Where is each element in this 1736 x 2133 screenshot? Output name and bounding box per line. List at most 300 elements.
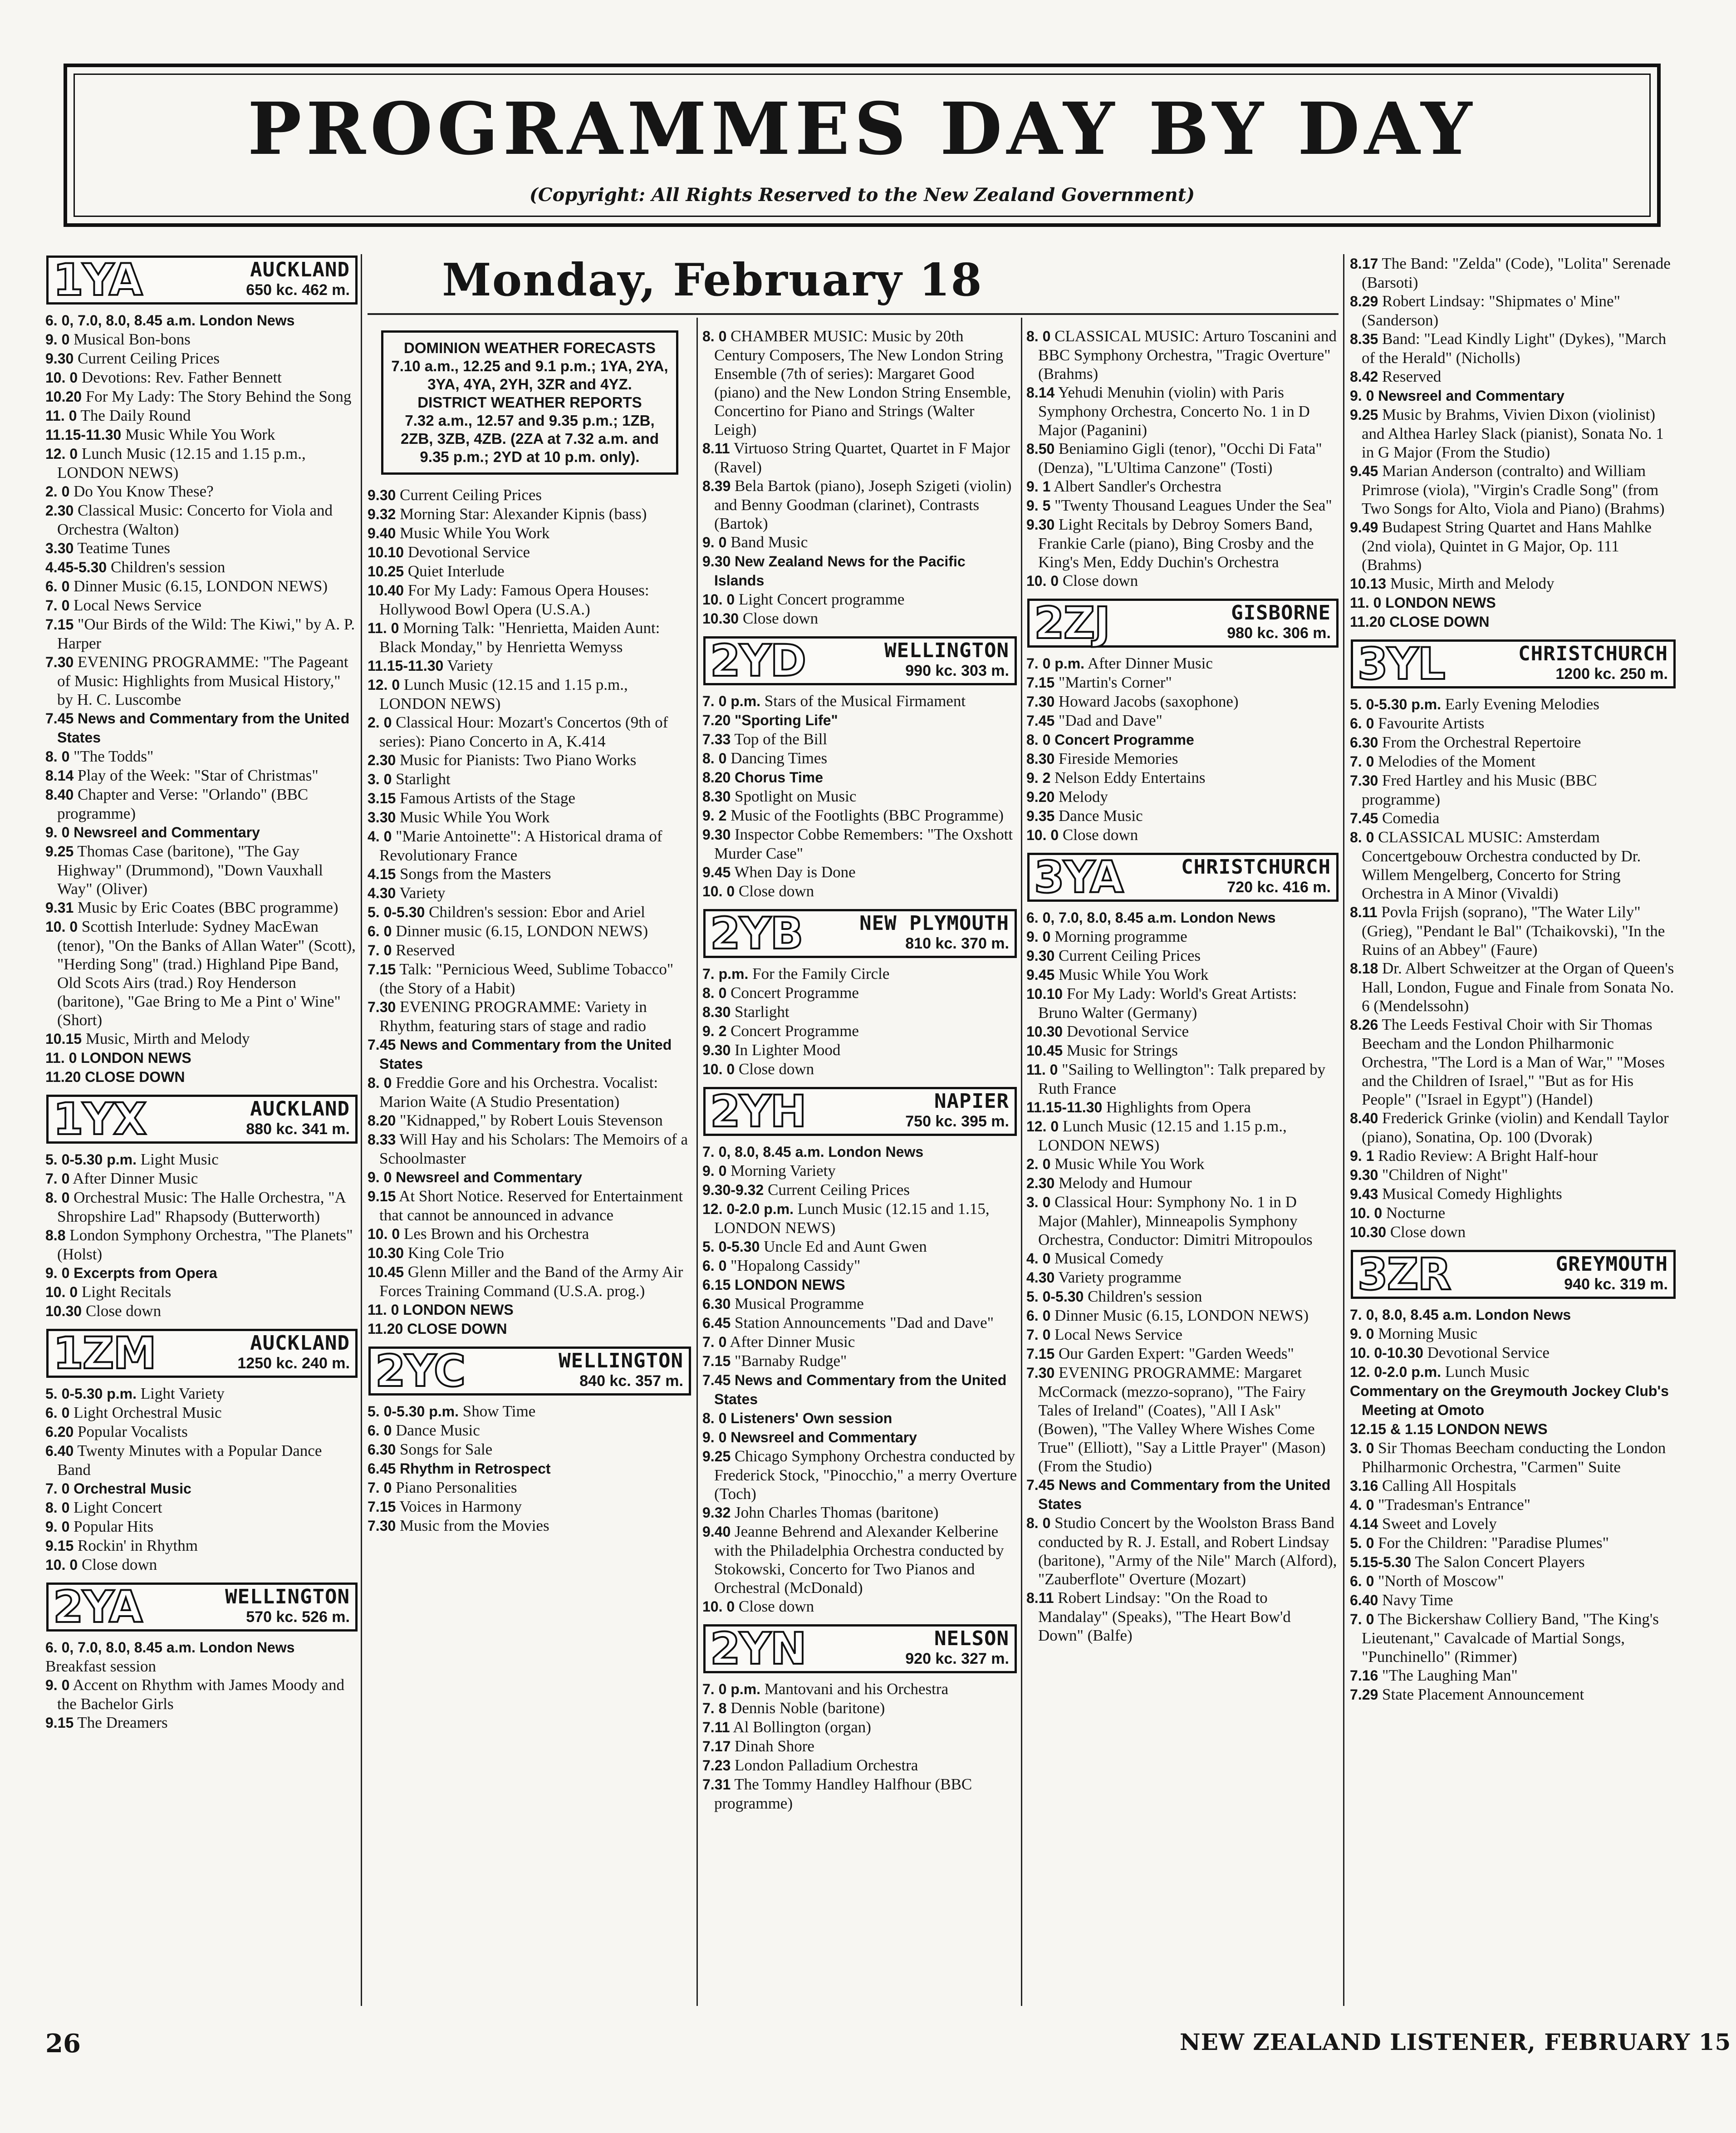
programme-time: 10. 0: [1350, 1205, 1383, 1221]
programme-title: Sweet and Lovely: [1382, 1515, 1497, 1533]
programme-entry: [45, 577, 358, 596]
programme-entry: [1026, 1060, 1339, 1098]
programme-entry: [1026, 1268, 1339, 1287]
station-call-sign: 1YX: [53, 1093, 146, 1145]
title-banner: [64, 64, 1661, 227]
column-rule: [1343, 254, 1344, 2006]
programme-entry: [1026, 1022, 1339, 1041]
programme-time: 5. 0-5.30 p.m.: [45, 1151, 137, 1168]
station-call-sign: 1YA: [53, 254, 142, 305]
programme-time: 8.18: [1350, 960, 1378, 977]
programme-entry: [1350, 1439, 1677, 1476]
column-2: [368, 327, 692, 2015]
station-frequency: 750 kc. 395 m.: [905, 1113, 1009, 1130]
programme-title: For the Children: "Paradise Plumes": [1378, 1534, 1609, 1552]
programme-entry: [1026, 806, 1339, 826]
programme-title: EVENING PROGRAMME: "The Pageant of Music: Highlights from Musical History," by H. C. Luscombe: [57, 653, 348, 708]
programme-entry: [1350, 1223, 1677, 1242]
programme-time: 8.42: [1350, 369, 1378, 385]
station-call-sign: 3YL: [1358, 638, 1445, 689]
programme-entry: [45, 1657, 358, 1676]
programme-entry: [1026, 383, 1339, 439]
programme-title: Lunch Music (12.15 and 1.15 p.m., LONDON NEWS): [57, 445, 306, 482]
programme-time: 11. 0: [1350, 595, 1382, 611]
station-call-sign: 3ZR: [1358, 1248, 1451, 1300]
programme-entry: [368, 486, 692, 505]
programme-time: 11.15-11.30: [1026, 1099, 1103, 1116]
programme-time: 10. 0: [702, 591, 735, 608]
programme-title: Scottish Interlude: Sydney MacEwan (tenor), "On the Banks of Allan Water" (Scott), "Herding Song" (trad.) Highland Pipe Band, Old Scots Airs (trad.) Roy Henderson (baritone), "Gae Bring to Me a Pint o' Wine" (Short): [57, 918, 356, 1029]
programme-title: Early Evening Melodies: [1445, 695, 1599, 713]
station-header-2yh: [703, 1087, 1017, 1136]
programme-entry: [1350, 1533, 1677, 1553]
station-city: AUCKLAND: [250, 1332, 350, 1355]
programme-list-2ya-cont: [368, 486, 692, 1338]
programme-time: 8.30: [1026, 751, 1055, 767]
heading-rule: [368, 313, 1339, 315]
programme-entry: [368, 1478, 692, 1497]
programme-time: 10. 0: [45, 919, 78, 935]
station-call-sign: 2YC: [375, 1345, 465, 1396]
programme-time: 8.30: [702, 1004, 731, 1020]
programme-time: 8.29: [1350, 293, 1378, 310]
programme-time: 8. 0: [45, 1499, 70, 1516]
programme-time: 8. 0: [1026, 732, 1051, 748]
station-city: CHRISTCHURCH: [1181, 855, 1331, 879]
programme-entry: [1026, 1117, 1339, 1155]
programme-time: 9. 0: [702, 1429, 727, 1445]
programme-time: 2. 0: [45, 483, 70, 500]
programme-entry: [1350, 733, 1677, 752]
programme-title: The Daily Round: [80, 407, 191, 424]
programme-entry: [1350, 329, 1677, 367]
station-frequency: 720 kc. 416 m.: [1227, 879, 1331, 896]
programme-time: 5.15-5.30: [1350, 1554, 1412, 1570]
programme-entry: [368, 581, 692, 619]
programme-entry: [1350, 809, 1677, 828]
programme-title: London News: [828, 1144, 924, 1160]
programme-time: 2. 0: [1026, 1156, 1051, 1172]
programme-time: 8.11: [1026, 1590, 1054, 1606]
programme-entry: [1026, 1249, 1339, 1268]
programme-title: News and Commentary from the United States: [714, 1372, 1007, 1407]
programme-time: 9.45: [1026, 967, 1055, 983]
programme-time: 10. 0: [702, 1598, 735, 1615]
programme-title: Station Announcements "Dad and Dave": [735, 1314, 994, 1332]
programme-time: 7.30: [1026, 693, 1055, 710]
programme-title: Close down: [738, 882, 814, 900]
programme-title: Rockin' in Rhythm: [78, 1537, 198, 1554]
programme-title: CLASSICAL MUSIC: Arturo Toscanini and BBC Symphony Orchestra, "Tragic Overture" (Brahms): [1038, 327, 1337, 383]
programme-entry: [1350, 959, 1677, 1015]
programme-title: Children's session: [110, 558, 226, 576]
programme-entry: [1026, 1287, 1339, 1306]
programme-title: Dennis Noble (baritone): [731, 1699, 885, 1717]
programme-title: Reserved: [396, 941, 455, 959]
programme-entry: [1026, 439, 1339, 477]
programme-title: Classical Hour: Symphony No. 1 in D Major (Mahler), Minneapolis Symphony Orchestra, Conductor: Dimitri Mitropoulos: [1038, 1193, 1313, 1248]
programme-time: 8.8: [45, 1227, 66, 1243]
programme-entry: [368, 960, 692, 998]
programme-entry: [1350, 612, 1677, 631]
programme-title: Excerpts from Opera: [74, 1265, 217, 1281]
programme-title: The Leeds Festival Choir with Sir Thomas Beecham and the London Philharmonic Orchestra, "The Lord is a Man of War," "Moses and the Children of Israel," "But as for His People" ("Israel in Egypt") (Handel): [1362, 1016, 1665, 1108]
programme-title: "North of Moscow": [1378, 1572, 1504, 1590]
programme-time: 9. 0: [45, 824, 70, 840]
programme-title: Popular Hits: [74, 1518, 154, 1535]
station-header-2yb: [703, 909, 1017, 958]
programme-title: After Dinner Music: [73, 1170, 198, 1187]
programme-entry: [45, 1403, 358, 1422]
programme-title: Music by Brahms, Vivien Dixon (violinist) and Althea Harley Slack (pianist), Sonata No. 1 in G Major (From the Studio): [1362, 406, 1664, 461]
programme-entry: [702, 749, 1018, 768]
programme-entry: [702, 1180, 1018, 1199]
programme-time: 9. 2: [702, 807, 727, 824]
programme-entry: [368, 922, 692, 941]
programme-time: 7.23: [702, 1757, 731, 1774]
programme-time: 9.40: [368, 525, 396, 541]
programme-time: 9.32: [702, 1504, 731, 1521]
programme-time: 7. 0 p.m.: [702, 693, 761, 709]
programme-entry: [1026, 496, 1339, 515]
programme-title: After Dinner Music: [1087, 654, 1213, 672]
programme-title: Show Time: [462, 1402, 536, 1420]
programme-time: 10. 0: [1026, 827, 1059, 843]
programme-title: Inspector Cobbe Remembers: "The Oxshott Murder Case": [714, 826, 1013, 862]
programme-time: 10.15: [45, 1031, 82, 1047]
station-call-sign: 2YD: [710, 635, 805, 686]
programme-title: Will Hay and his Scholars: The Memoirs of a Schoolmaster: [379, 1130, 688, 1167]
programme-time: 10. 0: [1026, 573, 1059, 589]
programme-time: 11.20: [1350, 614, 1386, 630]
programme-title: Concert Programme: [731, 1022, 859, 1040]
programme-time: 7. 0: [368, 1479, 392, 1496]
programme-entry: [1026, 984, 1339, 1022]
programme-time: 7.15: [1026, 674, 1055, 691]
programme-title: Yehudi Menuhin (violin) with Paris Symphony Orchestra, Concerto No. 1 in D Major (Paganini): [1038, 383, 1310, 439]
station-frequency: 810 kc. 370 m.: [905, 935, 1009, 952]
copyright-notice: (Copyright: All Rights Reserved to the New Zealand Government): [529, 184, 1195, 206]
programme-entry: [1350, 1685, 1677, 1704]
programme-entry: [1026, 927, 1339, 946]
programme-title: Children's session: Ebor and Ariel: [429, 903, 645, 921]
programme-title: Close down: [742, 609, 819, 627]
programme-entry: [1026, 965, 1339, 984]
programme-entry: [45, 823, 358, 842]
programme-time: 10. 0: [45, 1557, 78, 1573]
programme-entry: [702, 1003, 1018, 1022]
programme-entry: [1350, 1476, 1677, 1495]
programme-entry: [702, 1022, 1018, 1041]
programme-time: 9. 0: [45, 1265, 70, 1281]
programme-list-2yd: [702, 692, 1018, 901]
programme-time: 10.30: [1350, 1224, 1387, 1240]
programme-entry: [702, 533, 1018, 552]
programme-time: 7.20: [702, 712, 731, 728]
programme-title: Calling All Hospitals: [1382, 1477, 1516, 1494]
programme-entry: [702, 609, 1018, 628]
programme-time: 6. 0: [1350, 1573, 1374, 1589]
programme-title: For My Lady: World's Great Artists: Bruno Walter (Germany): [1038, 985, 1297, 1022]
programme-title: Variety: [399, 884, 446, 902]
station-header-2yn: [703, 1624, 1017, 1673]
programme-title: Rhythm in Retrospect: [400, 1460, 551, 1477]
programme-entry: [1026, 1514, 1339, 1588]
programme-time: 7.15: [368, 1499, 396, 1515]
programme-entry: [702, 863, 1018, 882]
programme-entry: [368, 808, 692, 827]
programme-entry: [702, 711, 1018, 730]
programme-time: 4. 0: [1350, 1497, 1374, 1513]
programme-time: 6.40: [45, 1443, 74, 1459]
programme-entry: [1350, 574, 1677, 593]
station-call-sign: 3YA: [1034, 851, 1123, 903]
programme-entry: [702, 1256, 1018, 1275]
programme-title: Current Ceiling Prices: [78, 349, 220, 367]
programme-entry: [45, 311, 358, 330]
weather-text-forecasts: 7.10 a.m., 12.25 and 9.1 p.m.; 1YA, 2YA, 3YA, 4YA, 2YH, 3ZR and 4YZ.: [391, 358, 668, 393]
programme-title: Nocturne: [1386, 1204, 1446, 1222]
programme-time: 9.30: [45, 350, 74, 367]
page-title: PROGRAMMES DAY BY DAY: [247, 87, 1477, 171]
programme-entry: [1350, 828, 1677, 903]
programme-title: LONDON NEWS: [1437, 1421, 1548, 1437]
programme-entry: [45, 444, 358, 482]
programme-time: 8. 0: [702, 1410, 727, 1426]
programme-entry: [45, 1029, 358, 1048]
programme-title: LONDON NEWS: [81, 1050, 191, 1066]
programme-entry: [702, 1199, 1018, 1237]
programme-entry: [45, 1226, 358, 1263]
programme-entry: [1350, 1015, 1677, 1109]
programme-title: Dance Music: [396, 1421, 480, 1439]
programme-time: 10.30: [1026, 1023, 1063, 1040]
programme-title: John Charles Thomas (baritone): [735, 1504, 939, 1521]
programme-entry: [368, 1224, 692, 1243]
programme-title: Close down: [85, 1302, 162, 1320]
programme-entry: [45, 349, 358, 368]
station-frequency: 940 kc. 319 m.: [1564, 1276, 1668, 1293]
programme-title: CLASSICAL MUSIC: Amsterdam Concertgebouw Orchestra conducted by Dr. Willem Mengelberg, Concerto for String Orchestra in A Minor (Vivaldi): [1362, 828, 1641, 902]
programme-time: 10. 0: [368, 1226, 400, 1242]
programme-title: The Band: "Zelda" (Code), "Lolita" Serenade (Barsoti): [1362, 255, 1671, 291]
programme-time: 10.25: [368, 563, 404, 580]
programme-title: Comedia: [1382, 809, 1440, 827]
programme-time: 11.15-11.30: [45, 427, 122, 443]
programme-title: Morning Variety: [731, 1162, 836, 1180]
programme-title: Close down: [738, 1060, 814, 1078]
programme-title: Light Recitals: [81, 1283, 172, 1301]
programme-title: Spotlight on Music: [735, 787, 857, 805]
programme-entry: [1350, 1381, 1677, 1420]
programme-title: Devotional Service: [407, 543, 530, 561]
programme-time: 8.11: [1350, 904, 1378, 920]
programme-title: Frederick Grinke (violin) and Kendall Taylor (piano), Sonatina, Op. 100 (Dvorak): [1362, 1109, 1669, 1146]
programme-time: 9.25: [702, 1448, 731, 1465]
programme-title: Music for Strings: [1066, 1042, 1178, 1059]
programme-entry: [368, 1073, 692, 1111]
programme-title: Close down: [81, 1556, 157, 1573]
programme-time: 9. 0: [45, 331, 70, 348]
programme-entry: [1026, 826, 1339, 845]
programme-entry: [702, 439, 1018, 477]
programme-title: Close down: [1390, 1223, 1466, 1241]
programme-entry: [368, 1168, 692, 1187]
programme-entry: [1350, 518, 1677, 574]
programme-time: 11. 0: [45, 408, 77, 424]
programme-entry: [45, 1169, 358, 1188]
programme-entry: [1350, 1165, 1677, 1184]
programme-entry: [702, 787, 1018, 806]
programme-time: 6. 0: [1350, 715, 1374, 732]
programme-time: 7. 0: [45, 597, 70, 614]
programme-title: News and Commentary from the United States: [379, 1037, 672, 1072]
programme-time: 3.16: [1350, 1478, 1378, 1494]
programme-entry: [1350, 386, 1677, 405]
programme-title: Les Brown and his Orchestra: [403, 1225, 589, 1243]
programme-time: 10. 0: [702, 883, 735, 899]
programme-title: "Tradesman's Entrance": [1378, 1496, 1530, 1514]
programme-title: London News: [199, 1639, 295, 1656]
programme-entry: [368, 1459, 692, 1478]
programme-time: 9.15: [45, 1715, 74, 1731]
programme-entry: [45, 842, 358, 898]
programme-title: Light Music: [140, 1150, 219, 1168]
programme-entry: [1350, 695, 1677, 714]
programme-entry: [45, 1067, 358, 1086]
programme-entry: [368, 941, 692, 960]
programme-title: LONDON NEWS: [403, 1302, 514, 1318]
programme-entry: [368, 1130, 692, 1168]
programme-entry: [45, 653, 358, 709]
programme-time: 8. 0: [1026, 1515, 1051, 1531]
programme-time: 5. 0-5.30 p.m.: [45, 1386, 137, 1402]
programme-entry: [45, 1150, 358, 1169]
programme-time: 6. 0: [1026, 1307, 1051, 1324]
station-header-1zm: [46, 1329, 358, 1378]
column-4: [1026, 327, 1339, 2015]
programme-title: Melody: [1059, 788, 1108, 806]
programme-time: 7.45: [1026, 713, 1055, 729]
date-heading: Monday, February 18: [442, 254, 983, 306]
programme-time: 10.13: [1350, 575, 1387, 592]
programme-entry: [45, 558, 358, 577]
programme-entry: [1350, 254, 1677, 292]
programme-time: 9. 0: [45, 1519, 70, 1535]
programme-list-2yn-cont: [1026, 327, 1339, 590]
station-call-sign: 2YB: [710, 908, 803, 959]
programme-title: Lunch Music (12.15 and 1.15, LONDON NEWS): [714, 1200, 990, 1237]
programme-list-3zr: [1350, 1305, 1677, 1704]
programme-title: Budapest String Quartet and Hans Mahlke (2nd viola), Quintet in G Major, Op. 111 (Brahms): [1362, 518, 1652, 574]
column-3: [702, 327, 1018, 2015]
programme-title: CLOSE DOWN: [85, 1069, 185, 1085]
programme-time: 10.45: [368, 1264, 404, 1280]
programme-time: 11. 0: [368, 620, 399, 636]
programme-title: Newsreel and Commentary: [731, 1429, 917, 1445]
programme-time: 8.35: [1350, 331, 1378, 347]
programme-entry: [702, 1428, 1018, 1447]
programme-title: LONDON NEWS: [735, 1277, 845, 1293]
programme-time: 7.30: [45, 654, 74, 670]
programme-time: 9. 0: [45, 1677, 70, 1693]
programme-time: 7.30: [368, 999, 396, 1015]
programme-entry: [1350, 1146, 1677, 1165]
programme-time: 6.40: [1350, 1592, 1378, 1608]
programme-title: Music from the Movies: [400, 1517, 549, 1534]
programme-time: 7.15: [702, 1353, 731, 1369]
programme-title: Light Variety: [140, 1385, 225, 1402]
programme-title: For My Lady: Famous Opera Houses: Hollywood Bowl Opera (U.S.A.): [379, 581, 649, 618]
programme-entry: [1350, 1610, 1677, 1666]
station-city: CHRISTCHURCH: [1518, 642, 1668, 665]
programme-title: "Twenty Thousand Leagues Under the Sea": [1054, 496, 1332, 514]
programme-time: 8. 0: [368, 1075, 392, 1091]
programme-list-3yl: [1350, 695, 1677, 1242]
programme-entry: [1350, 1204, 1677, 1223]
programme-title: Newsreel and Commentary: [74, 824, 260, 840]
programme-entry: [368, 1111, 692, 1130]
publication-footer: NEW ZEALAND LISTENER, FEBRUARY 15: [1180, 2029, 1731, 2055]
programme-title: Newsreel and Commentary: [396, 1169, 582, 1185]
programme-time: 6.30: [702, 1296, 731, 1312]
programme-title: State Placement Announcement: [1382, 1686, 1584, 1703]
programme-entry: [702, 1294, 1018, 1313]
programme-title: After Dinner Music: [730, 1333, 855, 1351]
programme-time: 6. 0, 7.0, 8.0, 8.45 a.m.: [45, 1639, 196, 1656]
programme-time: 9. 2: [1026, 770, 1051, 786]
programme-entry: [702, 1060, 1018, 1079]
programme-time: 12.15 & 1.15: [1350, 1421, 1433, 1437]
programme-title: The Tommy Handley Halfhour (BBC programme): [714, 1775, 972, 1812]
programme-time: 9.30-9.32: [702, 1182, 764, 1198]
station-city: NELSON: [934, 1627, 1009, 1650]
programme-entry: [1026, 1098, 1339, 1117]
programme-title: Morning Star: Alexander Kipnis (bass): [400, 505, 647, 523]
programme-title: London News: [1476, 1307, 1571, 1323]
programme-entry: [45, 1517, 358, 1536]
station-header-3yl: [1351, 639, 1676, 688]
programme-entry: [45, 387, 358, 406]
programme-time: 3. 0: [1350, 1440, 1374, 1456]
programme-time: 8.20: [702, 769, 731, 786]
programme-title: Music While You Work: [1054, 1155, 1205, 1173]
programme-entry: [368, 789, 692, 808]
programme-title: Dinner music (6.15, LONDON NEWS): [396, 922, 648, 940]
programme-time: 4. 0: [368, 828, 392, 845]
programme-entry: [45, 482, 358, 501]
programme-time: 7.15: [368, 961, 396, 978]
programme-time: 11. 0: [45, 1050, 77, 1066]
programme-time: 6.30: [1350, 734, 1378, 751]
programme-title: "Martin's Corner": [1059, 673, 1172, 691]
programme-entry: [1350, 593, 1677, 612]
programme-entry: [368, 1300, 692, 1319]
programme-time: 8.11: [702, 440, 730, 457]
programme-entry: [702, 552, 1018, 590]
programme-title: Chorus Time: [735, 769, 824, 786]
programme-title: Beniamino Gigli (tenor), "Occhi Di Fata" (Denza), "L'Ultima Canzone" (Tosti): [1038, 440, 1322, 477]
programme-time: 7.45: [368, 1037, 396, 1053]
station-city: AUCKLAND: [250, 1097, 350, 1121]
programme-time: 7.15: [1026, 1346, 1055, 1362]
programme-title: Orchestral Music: [74, 1480, 191, 1497]
programme-time: 5. 0: [1350, 1535, 1374, 1551]
programme-title: London Symphony Orchestra, "The Planets" (Holst): [57, 1226, 353, 1263]
programme-time: 9. 0: [702, 1163, 727, 1179]
programme-title: Dinner Music (6.15, LONDON NEWS): [1054, 1307, 1309, 1324]
programme-time: 8. 0: [45, 1189, 70, 1206]
